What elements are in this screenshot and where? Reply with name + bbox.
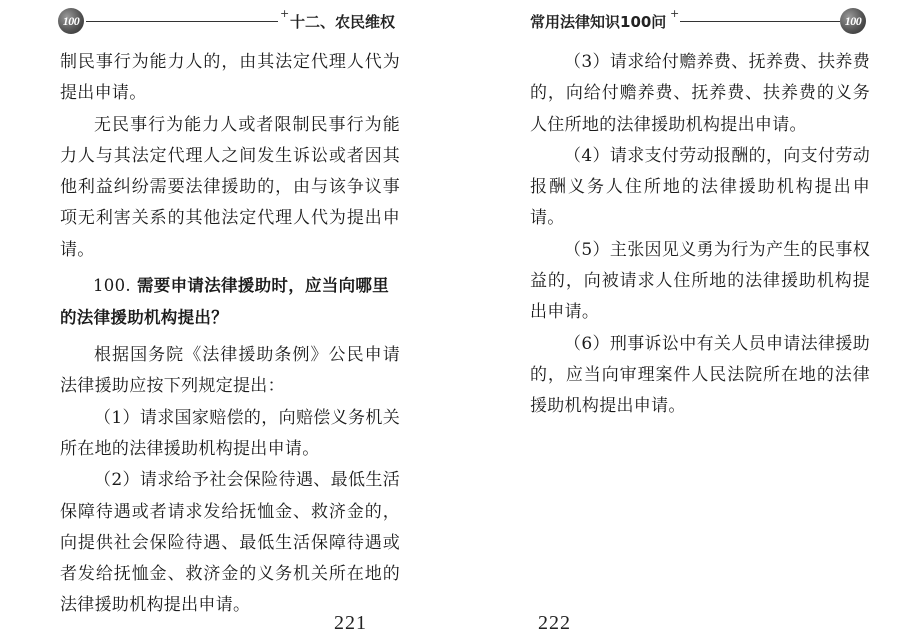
paragraph: （5）主张因见义勇为行为产生的民事权益的，向被请求人住所地的法律援助机构提出申请。 — [530, 239, 870, 323]
right-page-header — [462, 8, 924, 36]
chapter-badge-icon: 100 — [58, 8, 84, 34]
paragraph: （3）请求给付赡养费、抚养费、扶养费的，向给付赡养费、抚养费、扶养费的义务人住所地的法律援助机构提出申请。 — [530, 52, 870, 135]
header-plus-mark: + — [670, 7, 680, 20]
header-plus-mark: + — [280, 7, 290, 20]
left-page-body — [60, 47, 400, 622]
paragraph: （6）刑事诉讼中有关人员申请法律援助的，应当向审理案件人民法院所在地的法律援助机构提出申请。 — [530, 333, 870, 417]
question-heading — [60, 270, 400, 334]
left-page-header — [0, 8, 462, 36]
question-text: 需要申请法律援助时，应当向哪里的法律援助机构提出？ — [60, 276, 389, 328]
header-rule — [86, 21, 278, 22]
right-page — [462, 0, 924, 640]
answer-paragraph: 根据国务院《法律援助条例》公民申请法律援助应按下列规定提出： — [60, 345, 400, 397]
chapter-badge-icon: 100 — [840, 8, 866, 34]
question-number: 100. — [93, 276, 131, 296]
book-title: 常用法律知识100问 — [530, 13, 667, 31]
page-number: 221 — [334, 612, 367, 634]
header-rule — [680, 21, 840, 22]
answer-paragraph: （2）请求给予社会保险待遇、最低生活保障待遇或者请求发给抚恤金、救济金的，向提供社会保险待遇、最低生活保障待遇或者发给抚恤金、救济金的义务机关所在地的法律援助机构提出申请。 — [60, 470, 400, 616]
paragraph: 制民事行为能力人的，由其法定代理人代为提出申请。 — [60, 52, 400, 104]
right-page-body — [530, 47, 870, 423]
answer-paragraph: （1）请求国家赔偿的，向赔偿义务机关所在地的法律援助机构提出申请。 — [60, 407, 400, 459]
paragraph: （4）请求支付劳动报酬的，向支付劳动报酬义务人住所地的法律援助机构提出申请。 — [530, 145, 870, 229]
chapter-title: 十二、农民维权 — [290, 13, 396, 31]
page-number: 222 — [538, 612, 571, 634]
paragraph: 无民事行为能力人或者限制民事行为能力人与其法定代理人之间发生诉讼或者因其他利益纠纷需要法律援助的，由与该争议事项无利害关系的其他法定代理人代为提出申请。 — [60, 114, 400, 260]
